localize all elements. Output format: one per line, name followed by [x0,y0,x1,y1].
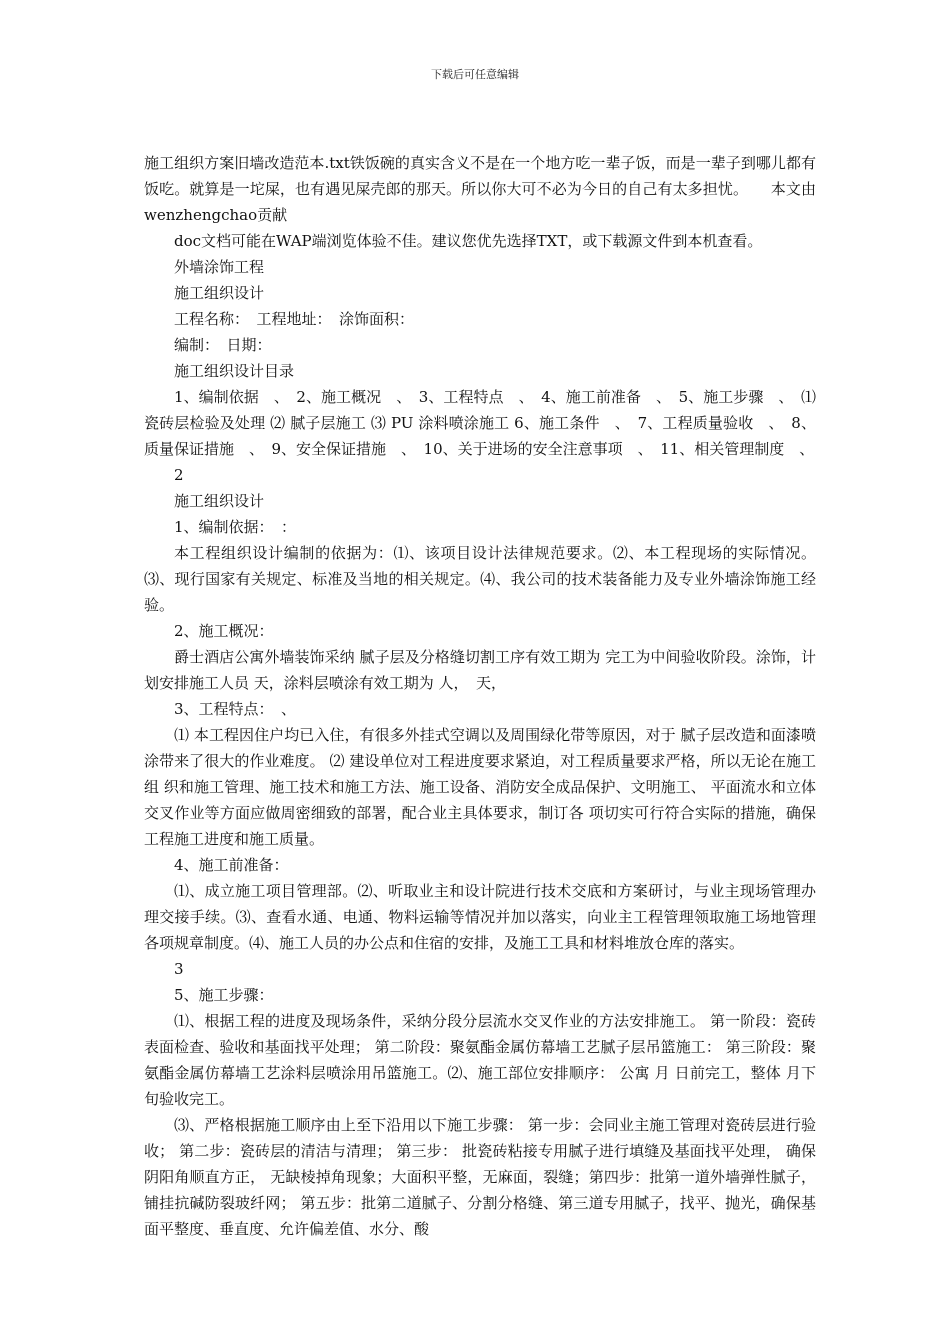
toc-heading: 施工组织设计目录 [174,362,295,380]
page-number: 3 [174,960,184,978]
author-date: 编制： 日期： [174,336,272,354]
overview-paragraph: 爵士酒店公寓外墙装饰采纳 腻子层及分格缝切割工序有效工期为 完工为中间验收阶段。涂饰，计划安排施工人员 天，涂料层喷涂有效工期为 人， 天， [144,648,816,692]
heading-steps: 5、施工步骤： [174,986,274,1004]
heading-preparation: 4、施工前准备： [174,856,289,874]
page-header: 下载后可任意编辑 [431,68,519,81]
heading-basis: 1、编制依据： ： [174,518,297,536]
heading-overview: 2、施工概况： [174,622,274,640]
section-title: 施工组织设计 [174,492,265,510]
steps-paragraph-1: ⑴、根据工程的进度及现场条件，采纳分段分层流水交叉作业的方法安排施工。 第一阶段：瓷砖表面检查、验收和基面找平处理； 第二阶段：聚氨酯金属仿幕墙工艺腻子层吊篮施工： 第三阶段：聚氨酯金属仿幕墙工艺涂料层喷涂用吊篮施工。⑵、施工部位安排顺序： 公寓 月 日前完工，整体 月下旬验收完工。 [144,1012,816,1108]
preparation-paragraph: ⑴、成立施工项目管理部。⑵、听取业主和设计院进行技术交底和方案研讨，与业主现场管理办理交接手续。⑶、查看水通、电通、物料运输等情况并加以落实，向业主工程管理领取施工场地管理 各项规章制度。⑷、施工人员的办公点和住宿的安排，及施工工具和材料堆放仓库的落实。 [144,882,816,952]
basis-paragraph: 本工程组织设计编制的依据为：⑴、该项目设计法律规范要求。⑵、本工程现场的实际情况。⑶、现行国家有关规定、标准及当地的相关规定。⑷、我公司的技术装备能力及专业外墙涂饰施工经验。 [144,544,816,614]
design-title: 施工组织设计 [174,284,265,302]
features-paragraph: ⑴ 本工程因住户均已入住，有很多外挂式空调以及周围绿化带等原因，对于 腻子层改造和面漆喷涂带来了很大的作业难度。 ⑵ 建设单位对工程进度要求紧迫，对工程质量要求严格，所以无论在施工组 织和施工管理、施工技术和施工方法、施工设备、消防安全成品保护、文明施工、 平面流水和立体交叉作业等方面应做周密细致的部署，配合业主具体要求，制订各 项切实可行符合实际的措施，确保工程施工进度和施工质量。 [144,726,816,848]
intro-paragraph: 施工组织方案旧墙改造范本.txt铁饭碗的真实含义不是在一个地方吃一辈子饭，而是一辈子到哪儿都有饭吃。就算是一坨屎，也有遇见屎壳郎的那天。所以你大可不必为今日的自己有太多担忧。 本文由wenzhengchao贡献 [144,154,816,224]
steps-paragraph-2: ⑶、严格根据施工顺序由上至下沿用以下施工步骤： 第一步：会同业主施工管理对瓷砖层进行验收； 第二步：瓷砖层的清洁与清理； 第三步： 批瓷砖粘接专用腻子进行填缝及基面找平处理， 确保阴阳角顺直方正， 无缺棱掉角现象；大面积平整，无麻面，裂缝；第四步：批第一道外墙弹性腻子，铺挂抗碱防裂玻纤网； 第五步：批第二道腻子、分割分格缝、第三道专用腻子，找平、抛光，确保基 面平整度、垂直度、允许偏差值、水分、酸 [144,1116,816,1238]
heading-features: 3、工程特点： 、 [174,700,297,718]
project-title: 外墙涂饰工程 [174,258,265,276]
toc-list: 1、编制依据 、 2、施工概况 、 3、工程特点 、 4、施工前准备 、 5、施工步骤 、 ⑴ 瓷砖层检验及处理 ⑵ 腻子层施工 ⑶ PU 涂料喷涂施工 6、施工条件 、 7、工程质量验收 、 8、质量保证措施 、 9、安全保证措施 、 10、关于进场的安全注意事项 、 11、相关管理制度 、 [144,388,816,458]
page-number: 2 [174,466,184,484]
project-info: 工程名称： 工程地址： 涂饰面积： [174,310,415,328]
doc-notice: doc文档可能在WAP端浏览体验不佳。建议您优先选择TXT，或下载源文件到本机查看。 [174,232,763,250]
document-body [144,150,816,1242]
